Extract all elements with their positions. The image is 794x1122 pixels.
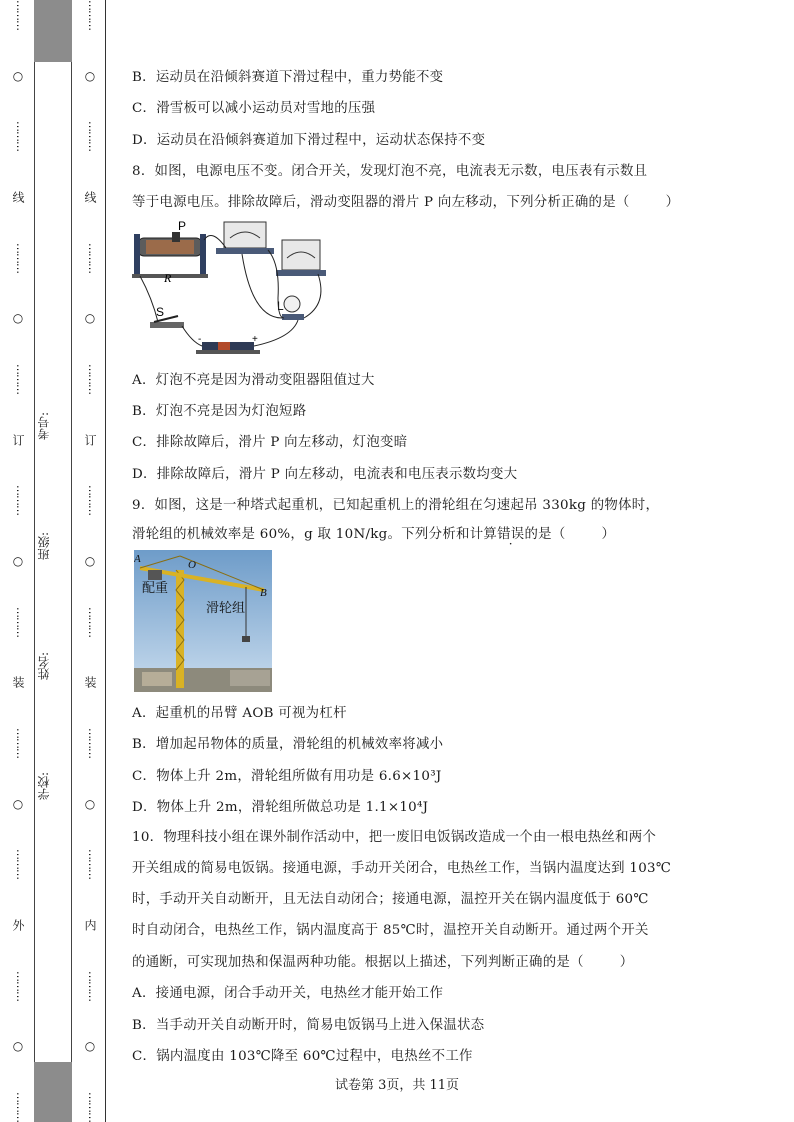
q8-option-b: B．灯泡不亮是因为灯泡短路 [132,404,307,419]
student-info-box [34,62,72,1062]
binding-gray-block-top [34,0,72,62]
seal-circle-icon: ○ [12,68,24,83]
q9-option-b: B．增加起吊物体的质量，滑轮组的机械效率将减小 [132,737,444,752]
q7-option-d: D．运动员在沿倾斜赛道加下滑过程中，运动状态保持不变 [132,133,486,148]
seal-circle-icon: ○ [12,311,24,326]
q9-label-counterweight: 配重 [142,581,169,596]
q10-option-c: C．锅内温度由 103℃降至 60℃过程中，电热丝不工作 [132,1049,473,1064]
q9-emphasis-wrong: 错误 [497,527,525,542]
q10-stem-line3: 时，手动开关自动断开，且无法自动闭合；接通电源，温控开关在锅内温度低于 60℃ [132,892,649,907]
q10-stem-line2: 开关组成的简易电饭锅。接通电源，手动开关闭合，电热丝工作，当锅内温度达到 103℃ [132,861,672,876]
seal-circle-icon: ○ [84,796,96,811]
q10-stem-line5: 的通断，可实现加热和保温两种功能。根据以上描述，下列判断正确的是（ ） [132,955,634,970]
q8-option-a: A．灯泡不亮是因为滑动变阻器阻值过大 [132,373,375,388]
q9-label-b: B [260,587,267,599]
q7-option-b: B．运动员在沿倾斜赛道下滑过程中，重力势能不变 [132,70,444,85]
q9-label-a: A [134,553,141,565]
q8-stem-line2: 等于电源电压。排除故障后，滑动变阻器的滑片 P 向左移动，下列分析正确的是（ ） [132,195,680,210]
seal-circle-icon: ○ [12,1039,24,1054]
margin-border-line [105,0,106,1122]
q8-circuit-figure [132,218,332,360]
q8-option-d: D．排除故障后，滑片 P 向左移动，电流表和电压表示数均变大 [132,467,518,482]
outer-label-order: 订 [11,433,25,446]
class-label: 班级: [37,532,51,561]
q7-option-c: C．滑雪板可以减小运动员对雪地的压强 [132,101,376,116]
seal-circle-icon: ○ [12,553,24,568]
q10-option-b: B．当手动开关自动断开时，简易电饭锅马上进入保温状态 [132,1018,485,1033]
outer-seal-column: ⋯⋯⋯ ○ ⋯⋯⋯ 线 ⋯⋯⋯ ○ ⋯⋯⋯ 订 ⋯⋯⋯ ○ ⋯⋯⋯ 装 ⋯⋯⋯ ○ ⋯⋯⋯ 外 ⋯⋯⋯ ○ ⋯⋯⋯ [11,0,25,1122]
q9-option-a: A．起重机的吊臂 AOB 可视为杠杆 [132,706,347,721]
q8-label-minus: - [198,334,202,345]
q8-label-p: P [178,219,187,233]
seal-circle-icon: ○ [12,796,24,811]
q10-stem-line1: 10．物理科技小组在课外制作活动中，把一废旧电饭锅改造成一个由一根电热丝和两个 [132,830,657,845]
outer-label-outside: 外 [11,918,25,931]
inner-label-line: 线 [83,190,97,203]
q9-crane-photo [134,550,272,692]
q8-option-c: C．排除故障后，滑片 P 向左移动，灯泡变暗 [132,435,408,450]
q8-label-plus: + [252,334,258,345]
outer-label-line: 线 [11,190,25,203]
q8-label-r: R [164,271,172,285]
q8-stem-line1: 8．如图，电源电压不变。闭合开关，发现灯泡不亮，电流表无示数，电压表有示数且 [132,164,648,179]
seal-circle-icon: ○ [84,553,96,568]
q9-stem-line1: 9．如图，这是一种塔式起重机，已知起重机上的滑轮组在匀速起吊 330kg 的物体时， [132,498,660,513]
inner-label-bind: 装 [83,676,97,689]
seal-circle-icon: ○ [84,1039,96,1054]
q9-stem-line2: 滑轮组的机械效率是 60%，g 取 10N/kg。下列分析和计算错误的是（ ） [132,527,616,542]
q9-option-c: C．物体上升 2m，滑轮组所做有用功是 6.6×10³J [132,769,442,784]
q10-stem-line4: 时自动闭合，电热丝工作，锅内温度高于 85℃时，温控开关自动断开。通过两个开关 [132,923,649,938]
q9-label-o: O [188,559,196,571]
name-label: 姓名: [37,652,51,681]
inner-label-order: 订 [83,433,97,446]
seal-circle-icon: ○ [84,68,96,83]
q8-label-s: S [156,305,165,319]
exam-number-label: 考号: [37,412,51,441]
inner-seal-column: ⋯⋯⋯ ○ ⋯⋯⋯ 线 ⋯⋯⋯ ○ ⋯⋯⋯ 订 ⋯⋯⋯ ○ ⋯⋯⋯ 装 ⋯⋯⋯ ○ ⋯⋯⋯ 内 ⋯⋯⋯ ○ ⋯⋯⋯ [83,0,97,1122]
outer-label-bind: 装 [11,676,25,689]
seal-circle-icon: ○ [84,311,96,326]
inner-label-inside: 内 [83,918,97,931]
page-footer: 试卷第 3页，共 11页 [334,1078,460,1093]
q8-label-l: L [277,299,284,313]
q10-option-a: A．接通电源，闭合手动开关，电热丝才能开始工作 [132,986,444,1001]
binding-margin [0,0,108,1122]
school-label: 学校: [37,772,51,801]
q9-option-d: D．物体上升 2m，滑轮组所做总功是 1.1×10⁴J [132,800,429,815]
q9-label-pulley: 滑轮组 [206,601,246,616]
